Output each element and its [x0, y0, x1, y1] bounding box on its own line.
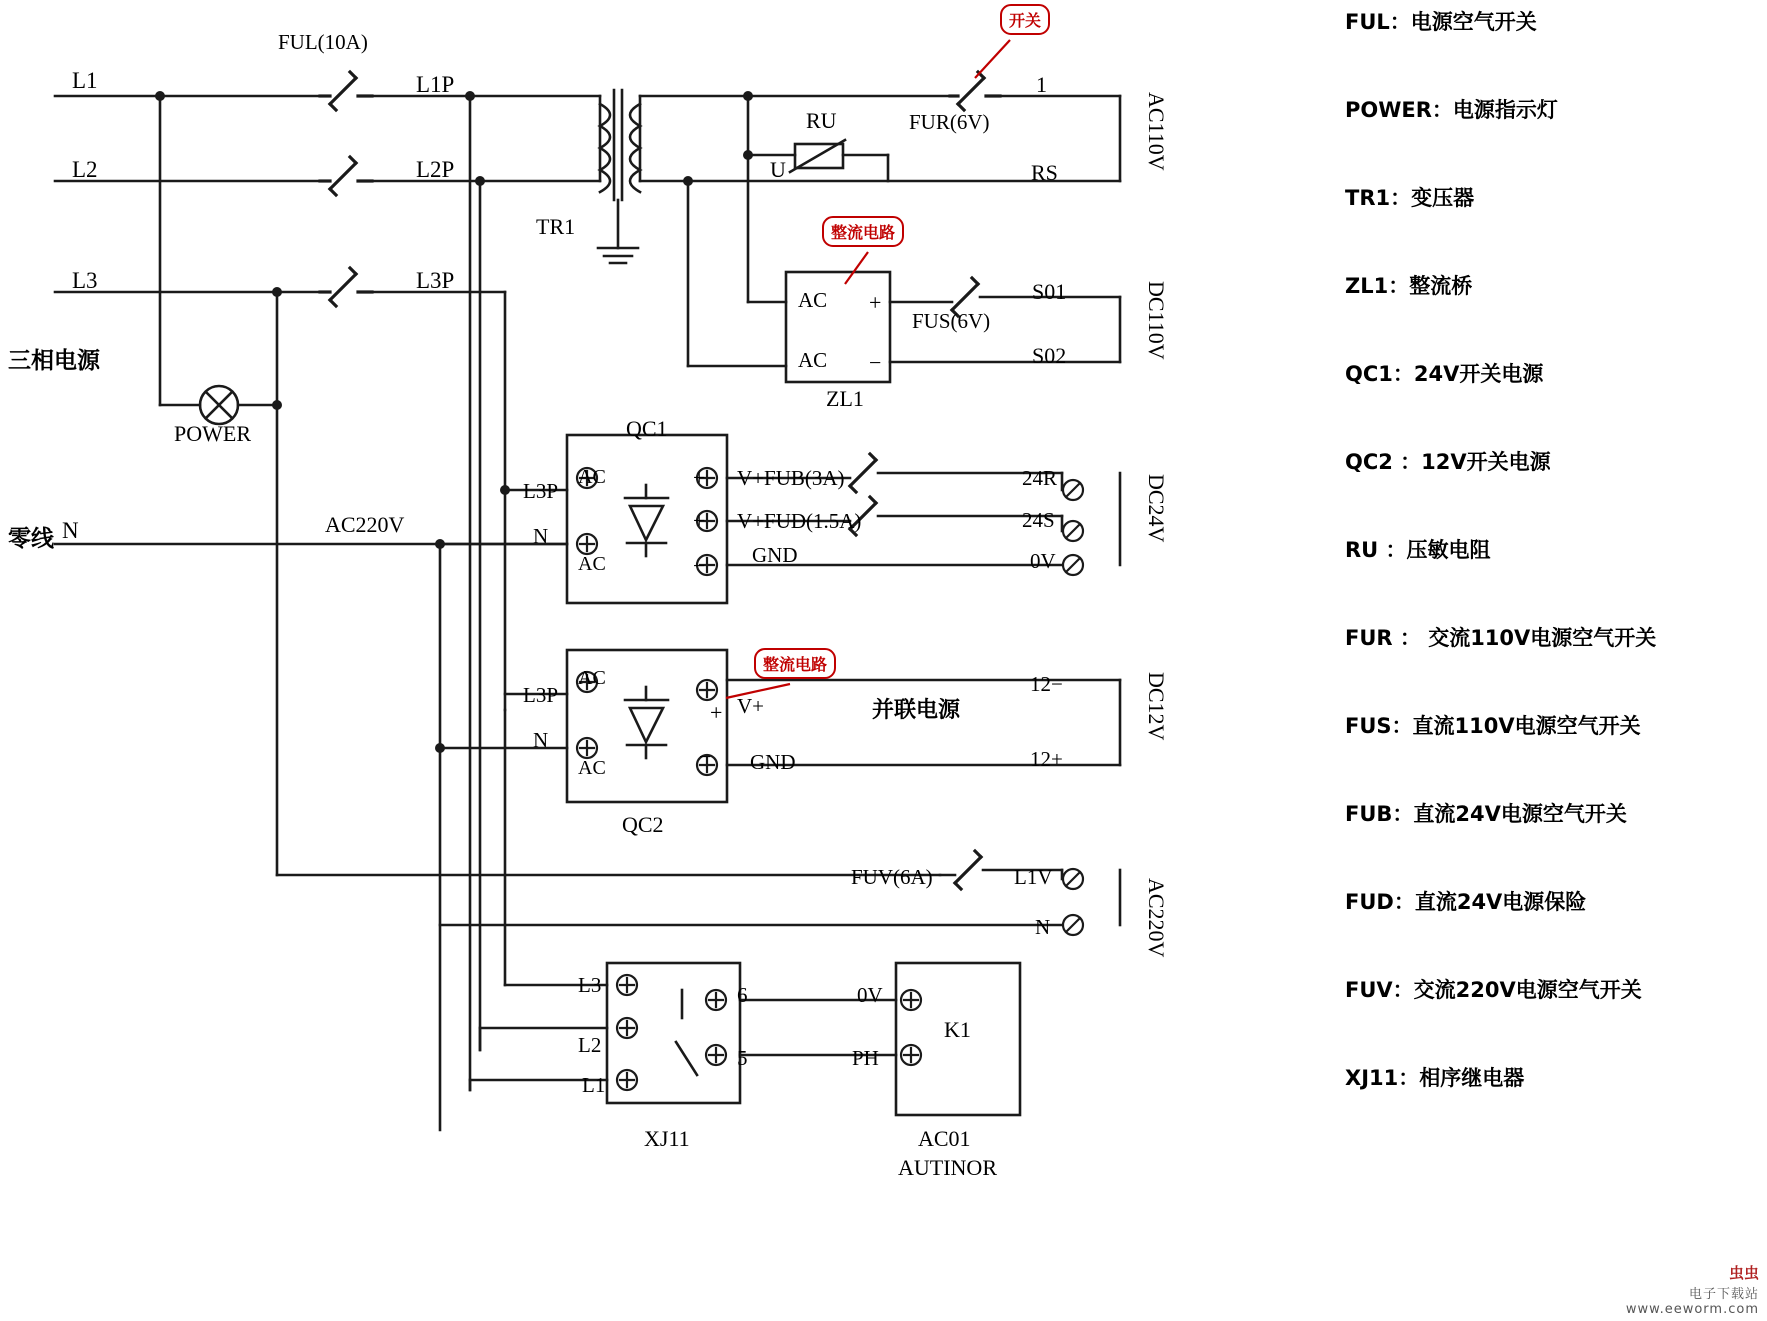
- watermark-site: 电子下载站: [1688, 1287, 1759, 1302]
- label-power-lamp: POWER: [174, 421, 251, 446]
- label-xj11: XJ11: [644, 1126, 690, 1151]
- label-rect-minus: −: [869, 350, 882, 375]
- label-terminal-0v: 0V: [1030, 549, 1056, 573]
- label-qc1: QC1: [626, 416, 668, 441]
- label-terminal-s01: S01: [1032, 279, 1067, 304]
- label-l1-in: L1: [72, 68, 98, 93]
- label-xj11-pin6: 6: [737, 983, 748, 1007]
- label-ac220v-mid: AC220V: [325, 512, 405, 537]
- label-l2p: L2P: [416, 157, 455, 182]
- label-xj11-l1: L1: [582, 1073, 606, 1097]
- label-terminal-12minus: 12−: [1030, 672, 1063, 696]
- label-transformer-tr1: TR1: [536, 214, 576, 239]
- label-qc1-plus1: +: [693, 465, 706, 490]
- label-varistor-u: U: [770, 157, 786, 182]
- label-qc1-ac1: AC: [578, 466, 606, 488]
- label-qc2-gnd: GND: [750, 750, 796, 774]
- label-autinor: AUTINOR: [898, 1155, 997, 1180]
- watermark: [1626, 1262, 1759, 1317]
- label-dc110v-bus: DC110V: [1144, 281, 1169, 360]
- callout-rectifier-2: 整流电路: [754, 648, 836, 679]
- label-dc24v-bus: DC24V: [1144, 474, 1169, 543]
- legend-item-power: POWER：电源指示灯: [1345, 98, 1558, 122]
- label-terminal-n-220: N: [1035, 915, 1051, 939]
- label-three-phase: 三相电源: [8, 348, 100, 374]
- label-rect-ac-bottom: AC: [798, 348, 828, 372]
- label-qc2-ac1: AC: [578, 667, 606, 689]
- legend-item-fur: FUR ： 交流110V电源空气开关: [1345, 626, 1657, 650]
- label-rect-ac-top: AC: [798, 288, 828, 312]
- label-k1-0v: 0V: [857, 983, 883, 1007]
- label-rect-plus: +: [869, 290, 882, 315]
- legend-item-fub: FUB：直流24V电源空气开关: [1345, 802, 1627, 826]
- label-k1: K1: [944, 1017, 971, 1042]
- label-n-main: N: [62, 518, 79, 543]
- label-terminal-1: 1: [1036, 72, 1047, 97]
- label-fud-rating: V+FUD(1.5A): [737, 509, 862, 533]
- label-k1-ph: PH: [852, 1046, 879, 1070]
- label-neutral: 零线: [8, 526, 54, 552]
- label-terminal-l1v: L1V: [1014, 865, 1053, 889]
- callout-rectifier-1: 整流电路: [822, 216, 904, 247]
- legend-item-ful: FUL：电源空气开关: [1345, 10, 1537, 34]
- label-l1p: L1P: [416, 72, 455, 97]
- label-fus-rating: FUS(6V): [912, 309, 991, 333]
- label-fur-rating: FUR(6V): [909, 110, 990, 134]
- label-ful-rating: FUL(10A): [278, 30, 368, 54]
- label-xj11-pin5: 5: [737, 1046, 748, 1070]
- label-qc2-vplus: V+: [737, 694, 765, 718]
- legend-item-qc1: QC1：24V开关电源: [1345, 362, 1544, 386]
- legend-item-qc2: QC2 ：12V开关电源: [1345, 450, 1551, 474]
- label-varistor-ru: RU: [806, 108, 837, 133]
- label-qc2-minus: −: [699, 744, 712, 769]
- legend-item-fuv: FUV：交流220V电源空气开关: [1345, 978, 1642, 1002]
- label-ac01: AC01: [918, 1126, 971, 1151]
- legend-item-fud: FUD：直流24V电源保险: [1345, 890, 1587, 914]
- legend-item-ru: RU ：压敏电阻: [1345, 538, 1491, 562]
- label-qc1-gnd: GND: [752, 543, 798, 567]
- label-ac220v-bus: AC220V: [1144, 878, 1169, 958]
- label-fub-rating: V+FUB(3A): [737, 466, 845, 490]
- watermark-bug: 虫虫: [1728, 1264, 1759, 1282]
- label-qc1-minus: −: [693, 553, 706, 578]
- label-terminal-24s: 24S: [1022, 508, 1055, 532]
- label-dc12v-bus: DC12V: [1144, 672, 1169, 741]
- label-terminal-24r: 24R: [1022, 466, 1058, 490]
- label-ac110v-bus: AC110V: [1144, 92, 1169, 171]
- callout-switch: 开关: [1000, 4, 1050, 35]
- label-terminal-12plus: 12+: [1030, 747, 1063, 771]
- label-terminal-rs: RS: [1031, 160, 1058, 185]
- label-l2-in: L2: [72, 157, 98, 182]
- label-l3-in: L3: [72, 268, 98, 293]
- watermark-url: www.eeworm.com: [1625, 1302, 1759, 1317]
- label-xj11-l2: L2: [578, 1033, 602, 1057]
- legend-item-xj11: XJ11：相序继电器: [1345, 1066, 1525, 1090]
- label-qc2-ac2: AC: [578, 757, 606, 779]
- label-xj11-l3: L3: [578, 973, 602, 997]
- legend-item-tr1: TR1：变压器: [1345, 186, 1475, 210]
- label-qc1-plus2: +: [693, 508, 706, 533]
- label-qc1-l3p: L3P: [523, 479, 559, 503]
- label-fuv-rating: FUV(6A): [851, 865, 933, 889]
- label-qc2-n: N: [533, 728, 549, 752]
- label-l3p: L3P: [416, 268, 455, 293]
- legend-item-zl1: ZL1：整流桥: [1345, 274, 1473, 298]
- label-qc1-n: N: [533, 524, 549, 548]
- label-parallel-supply: 并联电源: [872, 698, 961, 723]
- label-zl1: ZL1: [826, 386, 864, 411]
- label-terminal-s02: S02: [1032, 343, 1067, 368]
- label-qc2-l3p: L3P: [523, 683, 559, 707]
- label-qc2: QC2: [622, 812, 664, 837]
- label-qc2-plus: +: [710, 700, 723, 725]
- legend-item-fus: FUS：直流110V电源空气开关: [1345, 714, 1641, 738]
- label-qc1-ac2: AC: [578, 553, 606, 575]
